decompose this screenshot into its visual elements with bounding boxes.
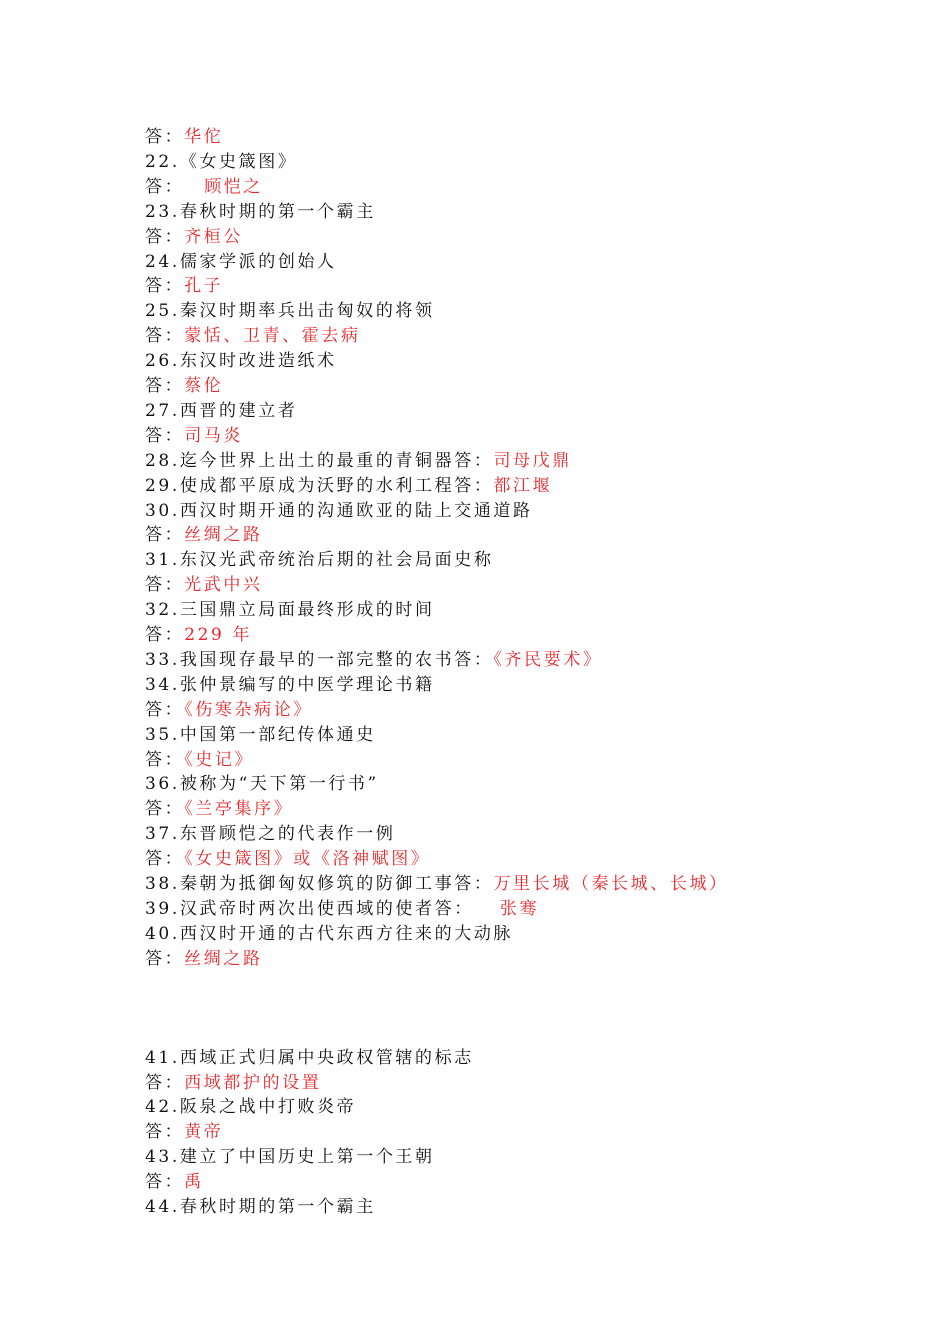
question-text: 44.春秋时期的第一个霸主 — [145, 1197, 376, 1217]
answer-line — [145, 424, 243, 449]
question-text: 28.迄今世界上出土的最重的青铜器 — [145, 450, 455, 471]
answer-prefix: 答： — [145, 127, 185, 147]
answer-line — [145, 847, 431, 872]
question-line — [145, 200, 376, 225]
question-text: 29.使成都平原成为沃野的水利工程 — [145, 475, 455, 496]
answer-text: 司马炎 — [184, 425, 244, 446]
question-text: 22.《女史箴图》 — [145, 151, 298, 172]
question-line — [145, 1145, 435, 1170]
question-text: 33.我国现存最早的一部完整的农书 — [145, 649, 455, 670]
answer-text: 张骞 — [499, 898, 540, 919]
answer-prefix: 答： — [454, 450, 494, 471]
question-text: 43.建立了中国历史上第一个王朝 — [145, 1147, 435, 1168]
answer-prefix: 答： — [145, 699, 185, 720]
question-line — [145, 250, 337, 275]
question-text: 36.被称为“天下第一行书” — [145, 774, 379, 795]
answer-prefix: 答： — [145, 1072, 185, 1093]
answer-prefix: 答： — [454, 649, 494, 670]
question-text: 23.春秋时期的第一个霸主 — [145, 201, 376, 222]
answer-line — [145, 225, 243, 250]
question-text: 42.阪泉之战中打败炎帝 — [145, 1097, 357, 1118]
question-text: 37.东晋顾恺之的代表作一例 — [145, 824, 396, 845]
answer-text: 《兰亭集序》 — [184, 799, 294, 820]
question-line — [145, 723, 376, 748]
answer-text: 司母戊鼎 — [493, 450, 572, 471]
answer-line — [145, 125, 223, 150]
question-text: 26.东汉时改进造纸术 — [145, 351, 337, 372]
answer-prefix: 答： — [145, 376, 185, 396]
question-text: 34.张仲景编写的中医学理论书籍 — [145, 674, 435, 695]
answer-text: 《齐民要术》 — [493, 649, 603, 670]
question-line — [145, 499, 533, 524]
answer-text: 华佗 — [184, 127, 224, 147]
answer-text: 丝绸之路 — [184, 948, 263, 969]
answer-line — [145, 573, 263, 598]
answer-text: 丝绸之路 — [184, 525, 263, 546]
answer-prefix: 答： — [145, 749, 185, 770]
answer-line — [145, 175, 263, 200]
answer-prefix: 答： — [145, 1172, 185, 1193]
answer-prefix: 答： — [145, 226, 185, 247]
answer-text: 229 年 — [184, 625, 253, 645]
answer-line — [145, 1170, 204, 1195]
answer-text: 西域都护的设置 — [184, 1072, 322, 1093]
answer-line — [145, 1071, 321, 1096]
answer-prefix: 答： — [145, 1122, 185, 1143]
answer-text: 蔡伦 — [184, 376, 224, 396]
answer-text: 黄帝 — [184, 1122, 224, 1143]
question-line — [145, 772, 379, 797]
answer-prefix: 答： — [145, 425, 185, 446]
answer-prefix: 答： — [145, 625, 185, 645]
question-line — [145, 1046, 474, 1071]
question-line — [145, 872, 729, 897]
answer-text: 《女史箴图》或《洛神赋图》 — [184, 849, 431, 870]
question-text: 32.三国鼎立局面最终形成的时间 — [145, 600, 435, 621]
question-line — [145, 349, 337, 374]
answer-prefix: 答： — [145, 948, 185, 969]
answer-prefix: 答： — [454, 475, 494, 496]
answer-prefix: 答： — [145, 176, 185, 197]
question-text: 27.西晋的建立者 — [145, 400, 298, 421]
question-line — [145, 548, 493, 573]
answer-prefix: 答： — [145, 326, 185, 347]
answer-prefix: 答： — [434, 898, 474, 919]
answer-text: 齐桓公 — [184, 226, 244, 247]
answer-text: 蒙恬、卫青、霍去病 — [184, 326, 361, 347]
question-line — [145, 897, 539, 922]
answer-prefix: 答： — [454, 874, 494, 894]
question-text: 35.中国第一部纪传体通史 — [145, 724, 376, 745]
question-line — [145, 922, 513, 947]
answer-line — [145, 698, 313, 723]
answer-line — [145, 748, 254, 773]
answer-prefix: 答： — [145, 799, 185, 820]
answer-line — [145, 947, 263, 972]
question-text: 25.秦汉时期率兵出击匈奴的将领 — [145, 301, 435, 322]
answer-line — [145, 274, 223, 299]
question-line — [145, 299, 435, 324]
answer-text: 《伤寒杂病论》 — [184, 699, 313, 720]
question-line — [145, 399, 297, 424]
question-line — [145, 1095, 356, 1120]
question-line — [145, 449, 572, 474]
question-text: 39.汉武帝时两次出使西域的使者 — [145, 898, 435, 919]
answer-line — [145, 523, 263, 548]
question-line — [145, 673, 435, 698]
answer-text: 顾恺之 — [204, 176, 264, 197]
answer-line — [145, 324, 361, 349]
question-text: 24.儒家学派的创始人 — [145, 251, 337, 272]
answer-text: 光武中兴 — [184, 575, 263, 596]
answer-line — [145, 374, 223, 399]
answer-prefix: 答： — [145, 525, 185, 546]
answer-prefix: 答： — [145, 849, 185, 870]
answer-line — [145, 1120, 223, 1145]
answer-text: 万里长城（秦长城、长城） — [493, 874, 729, 894]
answer-prefix: 答： — [145, 575, 185, 596]
question-line — [145, 648, 603, 673]
answer-text: 孔子 — [184, 276, 224, 297]
answer-text: 都江堰 — [493, 475, 553, 496]
question-text: 40.西汉时开通的古代东西方往来的大动脉 — [145, 923, 514, 944]
question-line — [145, 598, 435, 623]
question-text: 31.东汉光武帝统治后期的社会局面史称 — [145, 550, 494, 571]
question-line — [145, 822, 395, 847]
answer-prefix: 答： — [145, 276, 185, 297]
question-text: 38.秦朝为抵御匈奴修筑的防御工事 — [145, 874, 455, 894]
question-line — [145, 474, 552, 499]
answer-line — [145, 623, 252, 648]
question-text: 30.西汉时期开通的沟通欧亚的陆上交通道路 — [145, 500, 533, 521]
answer-line — [145, 797, 293, 822]
question-line — [145, 150, 297, 175]
question-text: 41.西域正式归属中央政权管辖的标志 — [145, 1047, 474, 1068]
question-line — [145, 1195, 376, 1220]
answer-text: 禹 — [184, 1172, 204, 1193]
answer-text: 《史记》 — [184, 749, 255, 770]
